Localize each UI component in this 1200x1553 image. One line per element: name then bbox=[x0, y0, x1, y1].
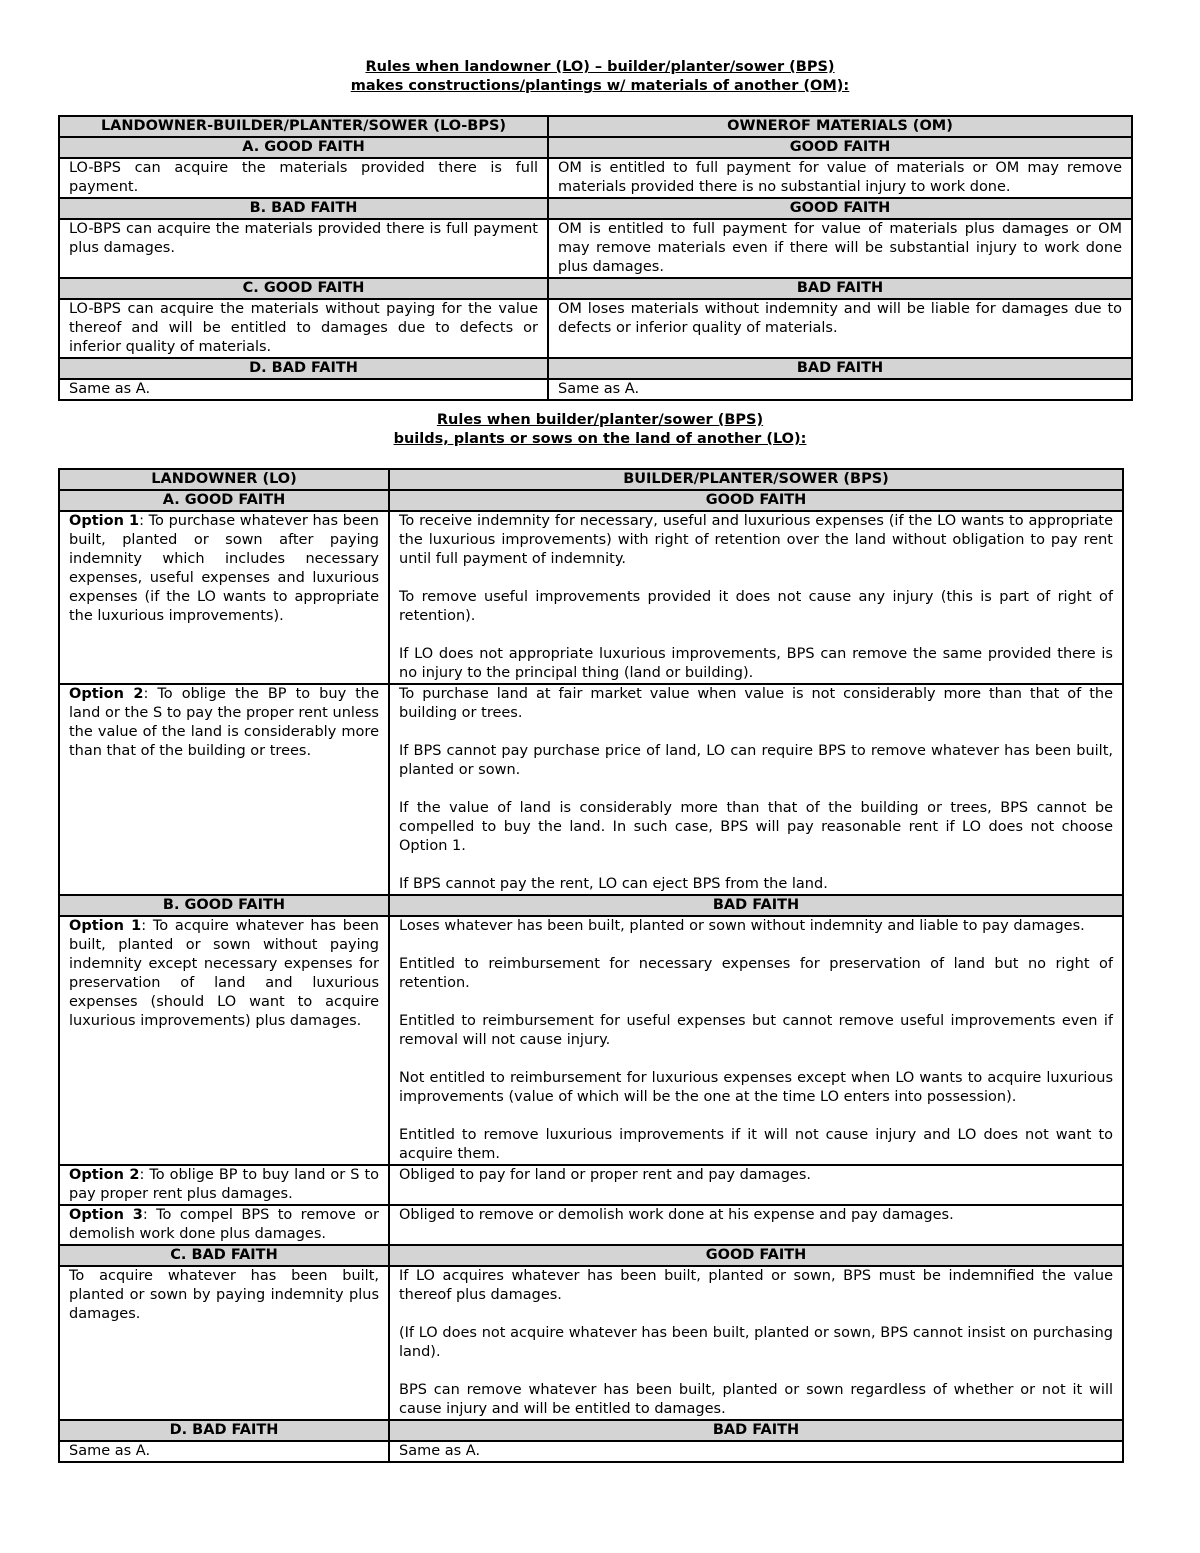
option-text: : To oblige the BP to buy the land or the S to pay the proper rent unless the value of the land is considerably more than that of the building or trees. bbox=[69, 686, 379, 759]
table2-b-option1-left bbox=[59, 916, 389, 1165]
table2-c-left-text: To acquire whatever has been built, planted or sown by paying indemnity plus damages. bbox=[59, 1266, 389, 1420]
option-text: : To oblige BP to buy land or S to pay proper rent plus damages. bbox=[69, 1167, 380, 1202]
paragraph: If LO acquires whatever has been built, planted or sown, BPS must be indemnified the value thereof plus damages. bbox=[399, 1268, 1113, 1303]
table2-title-line2: builds, plants or sows on the land of another (LO): bbox=[393, 431, 807, 447]
table2-col2-header: BUILDER/PLANTER/SOWER (BPS) bbox=[389, 469, 1123, 490]
option-label: Option 1 bbox=[69, 918, 142, 934]
table2-d-right-text: Same as A. bbox=[389, 1441, 1123, 1462]
option-label: Option 2 bbox=[69, 1167, 140, 1183]
paragraph: BPS can remove whatever has been built, planted or sown regardless of whether or not it will cause injury and will be entitled to damages. bbox=[399, 1382, 1113, 1417]
table2-a-right-faith: GOOD FAITH bbox=[389, 490, 1123, 511]
table2-a-option1-right bbox=[389, 511, 1123, 684]
option-label: Option 1 bbox=[69, 513, 140, 529]
table2-b-left-faith: B. GOOD FAITH bbox=[59, 895, 389, 916]
table2-d-right-faith: BAD FAITH bbox=[389, 1420, 1123, 1441]
table2-c-right bbox=[389, 1266, 1123, 1420]
table2-b-option1-right bbox=[389, 916, 1123, 1165]
table1-row-a-right-faith: GOOD FAITH bbox=[548, 137, 1132, 158]
option-label: Option 2 bbox=[69, 686, 144, 702]
option-text: : To acquire whatever has been built, planted or sown without paying indemnity except necessary expenses for preservation of land and luxurious expenses (should LO want to acquire luxurious improvements) plus damages. bbox=[69, 918, 380, 1029]
table2-a-option2-left bbox=[59, 684, 389, 895]
table1-row-c-right-text: OM loses materials without indemnity and will be liable for damages due to defects or inferior quality of materials. bbox=[548, 299, 1132, 358]
table2-d-left-text: Same as A. bbox=[59, 1441, 389, 1462]
paragraph: Entitled to reimbursement for necessary expenses for preservation of land but no right of retention. bbox=[399, 956, 1113, 991]
paragraph: If BPS cannot pay the rent, LO can eject BPS from the land. bbox=[399, 876, 828, 892]
table2-b-option2-right: Obliged to pay for land or proper rent and pay damages. bbox=[389, 1165, 1123, 1205]
paragraph: Entitled to reimbursement for useful expenses but cannot remove useful improvements even if removal will not cause injury. bbox=[399, 1013, 1113, 1048]
table2-b-option3-right: Obliged to remove or demolish work done at his expense and pay damages. bbox=[389, 1205, 1123, 1245]
table2-a-option2-right bbox=[389, 684, 1123, 895]
paragraph: To remove useful improvements provided it does not cause any injury (this is part of right of retention). bbox=[399, 589, 1113, 624]
table2-b-right-faith: BAD FAITH bbox=[389, 895, 1123, 916]
table1 bbox=[58, 115, 1133, 401]
option-text: : To purchase whatever has been built, planted or sown after paying indemnity which includes necessary expenses, useful expenses and luxurious expenses (if the LO wants to appropriate the luxurious improvements). bbox=[69, 513, 379, 624]
table1-row-a-right-text: OM is entitled to full payment for value of materials or OM may remove materials provided there is no substantial injury to work done. bbox=[548, 158, 1132, 198]
option-text: : To compel BPS to remove or demolish work done plus damages. bbox=[69, 1207, 379, 1242]
table2-a-option1-left bbox=[59, 511, 389, 684]
table2-col1-header: LANDOWNER (LO) bbox=[59, 469, 389, 490]
table1-col1-header: LANDOWNER-BUILDER/PLANTER/SOWER (LO-BPS) bbox=[59, 116, 548, 137]
table2-b-option3-left bbox=[59, 1205, 389, 1245]
table1-title-line2: makes constructions/plantings w/ materials of another (OM): bbox=[350, 78, 850, 94]
table1-col2-header: OWNEROF MATERIALS (OM) bbox=[548, 116, 1132, 137]
table2-c-left-faith: C. BAD FAITH bbox=[59, 1245, 389, 1266]
paragraph: Entitled to remove luxurious improvements if it will not cause injury and LO does not want to acquire them. bbox=[399, 1127, 1113, 1162]
table1-row-d-left-text: Same as A. bbox=[59, 379, 548, 400]
table1-row-c-left-faith: C. GOOD FAITH bbox=[59, 278, 548, 299]
table2-d-left-faith: D. BAD FAITH bbox=[59, 1420, 389, 1441]
table1-row-d-left-faith: D. BAD FAITH bbox=[59, 358, 548, 379]
table1-row-b-left-text: LO-BPS can acquire the materials provided there is full payment plus damages. bbox=[59, 219, 548, 278]
table1-row-a-left-faith: A. GOOD FAITH bbox=[59, 137, 548, 158]
table1-row-b-right-text: OM is entitled to full payment for value of materials plus damages or OM may remove materials even if there will be substantial injury to work done plus damages. bbox=[548, 219, 1132, 278]
paragraph: Loses whatever has been built, planted or sown without indemnity and liable to pay damages. bbox=[399, 918, 1085, 934]
table1-row-a-left-text: LO-BPS can acquire the materials provided there is full payment. bbox=[59, 158, 548, 198]
table1-title-line1: Rules when landowner (LO) – builder/planter/sower (BPS) bbox=[365, 59, 835, 75]
table1-row-c-right-faith: BAD FAITH bbox=[548, 278, 1132, 299]
option-label: Option 3 bbox=[69, 1207, 143, 1223]
paragraph: If BPS cannot pay purchase price of land, LO can require BPS to remove whatever has been built, planted or sown. bbox=[399, 743, 1113, 778]
paragraph: To receive indemnity for necessary, useful and luxurious expenses (if the LO wants to appropriate the luxurious improvements) with right of retention over the land without obligation to pay rent until full payment of indemnity. bbox=[399, 513, 1113, 567]
table2-title bbox=[0, 411, 1200, 449]
table1-row-b-left-faith: B. BAD FAITH bbox=[59, 198, 548, 219]
table2 bbox=[58, 468, 1124, 1463]
paragraph: To purchase land at fair market value when value is not considerably more than that of the building or trees. bbox=[399, 686, 1113, 721]
table1-row-c-left-text: LO-BPS can acquire the materials without paying for the value thereof and will be entitled to damages due to defects or inferior quality of materials. bbox=[59, 299, 548, 358]
table2-a-left-faith: A. GOOD FAITH bbox=[59, 490, 389, 511]
paragraph: (If LO does not acquire whatever has been built, planted or sown, BPS cannot insist on purchasing land). bbox=[399, 1325, 1113, 1360]
table1-title bbox=[0, 58, 1200, 96]
table1-row-b-right-faith: GOOD FAITH bbox=[548, 198, 1132, 219]
table1-row-d-right-text: Same as A. bbox=[548, 379, 1132, 400]
paragraph: Not entitled to reimbursement for luxurious expenses except when LO wants to acquire luxurious improvements (value of which will be the one at the time LO enters into possession). bbox=[399, 1070, 1113, 1105]
paragraph: If LO does not appropriate luxurious improvements, BPS can remove the same provided there is no injury to the principal thing (land or building). bbox=[399, 646, 1113, 681]
table2-c-right-faith: GOOD FAITH bbox=[389, 1245, 1123, 1266]
table2-b-option2-left bbox=[59, 1165, 389, 1205]
paragraph: If the value of land is considerably more than that of the building or trees, BPS cannot be compelled to buy the land. In such case, BPS will pay reasonable rent if LO does not choose Option 1. bbox=[399, 800, 1113, 854]
table1-row-d-right-faith: BAD FAITH bbox=[548, 358, 1132, 379]
table2-title-line1: Rules when builder/planter/sower (BPS) bbox=[436, 412, 764, 428]
